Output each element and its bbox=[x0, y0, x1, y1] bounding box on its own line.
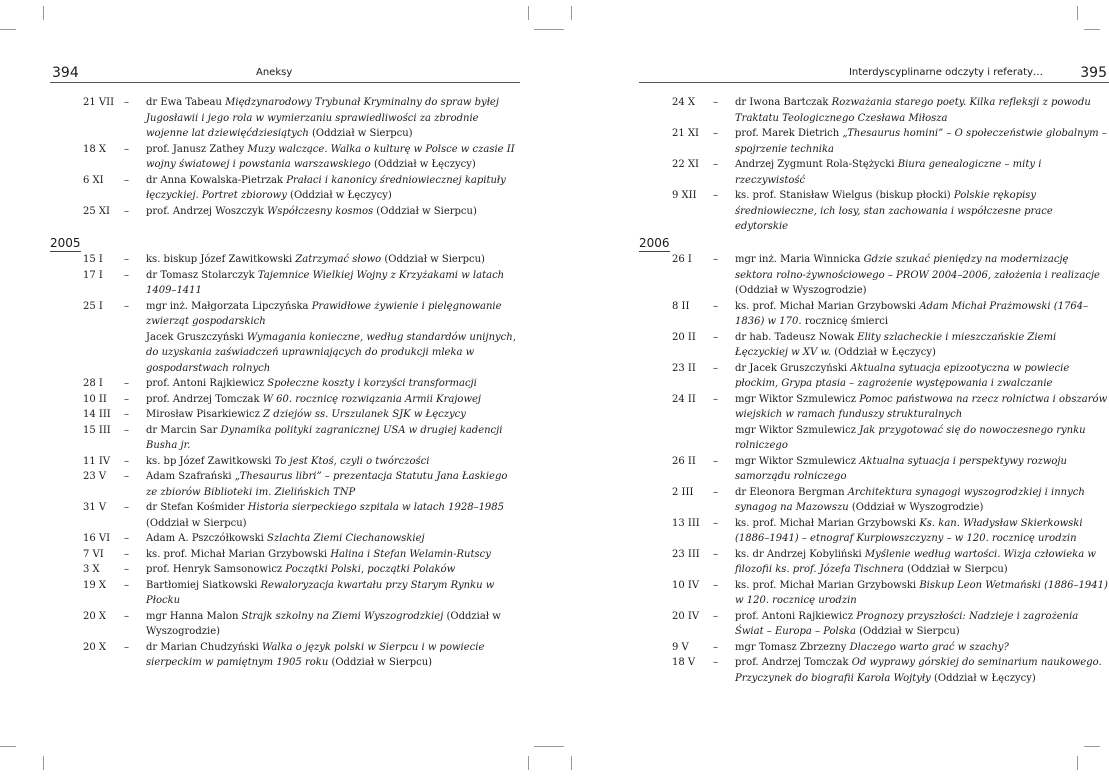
lecture-date: 28 I bbox=[83, 378, 103, 389]
dash-separator: – bbox=[124, 455, 129, 467]
lecture-date: 17 I bbox=[83, 269, 103, 281]
dash-separator: – bbox=[124, 548, 129, 560]
lecture-date: 9 XII bbox=[672, 190, 697, 201]
lecture-entry bbox=[50, 454, 520, 470]
lecture-author: mgr Tomasz Zbrzezny bbox=[735, 641, 847, 653]
lecture-date: 25 I bbox=[83, 300, 103, 312]
year-heading bbox=[639, 235, 1109, 251]
lecture-author: dr Marcin Sar bbox=[146, 424, 218, 436]
running-head: Aneksy bbox=[256, 67, 293, 78]
dash-separator: – bbox=[124, 409, 129, 420]
lecture-entry bbox=[50, 423, 520, 454]
dash-separator: – bbox=[713, 331, 718, 343]
lecture-date: 11 IV bbox=[83, 455, 111, 467]
dash-separator: – bbox=[713, 128, 718, 139]
lecture-title: Międzynarodowy Trybunał Kryminalny do spraw byłej Jugosławii i jego rola w wymierzaniu sprawiedliwości za zbrodnie wojenne lat dziewięćdziesiątych bbox=[146, 97, 499, 139]
dash-separator: – bbox=[713, 657, 718, 668]
page-header bbox=[639, 64, 1109, 83]
dash-separator: – bbox=[124, 254, 129, 265]
lecture-title: Prawidłowe żywienie i pielęgnowanie zwierząt gospodarskich bbox=[146, 300, 502, 327]
lecture-author: Bartłomiej Siatkowski bbox=[146, 579, 258, 591]
lecture-title: Rozważania starego poety. Kilka refleksji z powodu Traktatu Teologicznego Czesława Miłosza bbox=[735, 97, 1091, 124]
lecture-author: dr hab. Tadeusz Nowak bbox=[735, 331, 855, 343]
lecture-title: Współczesny kosmos bbox=[267, 205, 374, 217]
lecture-author: mgr Wiktor Szmulewicz bbox=[735, 393, 856, 405]
lecture-author: mgr Wiktor Szmulewicz bbox=[735, 455, 856, 467]
lecture-author: ks. prof. Michał Marian Grzybowski bbox=[735, 517, 917, 529]
lecture-author: mgr Wiktor Szmulewicz bbox=[735, 424, 856, 436]
lecture-author: ks. prof. Michał Marian Grzybowski bbox=[735, 579, 917, 591]
crop-mark bbox=[571, 756, 572, 770]
lecture-title: Początki Polski, początki Polaków bbox=[285, 564, 456, 575]
lecture-date: 23 II bbox=[672, 362, 696, 374]
lecture-entry bbox=[50, 500, 520, 531]
dash-separator: – bbox=[713, 393, 718, 405]
lecture-date: 26 I bbox=[672, 254, 692, 265]
dash-separator: – bbox=[713, 300, 718, 312]
lecture-title: Biskup Leon Wetmański (1886–1941) w 120. rocznicę urodzin bbox=[735, 579, 1108, 606]
lecture-date: 20 X bbox=[83, 641, 107, 653]
lecture-note: rocznicę śmierci bbox=[804, 316, 889, 327]
dash-separator: – bbox=[124, 641, 129, 653]
lecture-note: (Oddział w Sierpcu) bbox=[146, 517, 247, 529]
lecture-entry bbox=[639, 126, 1109, 157]
lecture-entry bbox=[50, 252, 520, 268]
lecture-note: (Oddział w Sierpcu) bbox=[376, 205, 477, 217]
dash-separator: – bbox=[713, 641, 718, 653]
crop-mark bbox=[534, 746, 564, 747]
lecture-author: dr Eleonora Bergman bbox=[735, 486, 845, 498]
lecture-title: Gdzie szukać pieniędzy na modernizację sektora rolno-żywnościowego – PROW 2004–2006, założenia i realizacje bbox=[735, 254, 1100, 281]
lecture-title: Muzy walczące. Walka o kulturę w Polsce w czasie II wojny światowej i powstania warszawskiego bbox=[146, 143, 515, 170]
lecture-date: 19 X bbox=[83, 579, 107, 591]
lecture-entry bbox=[639, 330, 1109, 361]
lecture-author: Andrzej Zygmunt Rola-Stężycki bbox=[735, 159, 895, 170]
dash-separator: – bbox=[713, 486, 718, 498]
lecture-date: 20 X bbox=[83, 610, 107, 622]
lecture-title: Dlaczego warto grać w szachy? bbox=[849, 641, 1009, 653]
lecture-title: Społeczne koszty i korzyści transformacji bbox=[267, 378, 477, 389]
lecture-entry bbox=[639, 188, 1109, 235]
lecture-entry bbox=[639, 454, 1109, 485]
lecture-title: Zatrzymać słowo bbox=[295, 254, 382, 265]
lecture-date: 13 III bbox=[672, 517, 700, 529]
lecture-author: dr Tomasz Stolarczyk bbox=[146, 269, 255, 281]
lecture-author: Adam Szafrański bbox=[146, 471, 232, 482]
lecture-entry bbox=[50, 299, 520, 377]
dash-separator: – bbox=[713, 579, 718, 591]
lecture-date: 6 XI bbox=[83, 174, 104, 186]
lecture-title: „Thesaurus homini” – O społeczeństwie globalnym – spojrzenie technika bbox=[735, 128, 1107, 155]
lecture-author: ks. biskup Józef Zawitkowski bbox=[146, 254, 293, 265]
dash-separator: – bbox=[713, 97, 718, 108]
lecture-entry bbox=[639, 516, 1109, 547]
lecture-extra bbox=[735, 423, 1109, 454]
crop-mark bbox=[1084, 29, 1100, 30]
lecture-title: Jak przygotować się do nowoczesnego rynku rolniczego bbox=[735, 424, 1086, 451]
lecture-entry bbox=[639, 95, 1109, 126]
dash-separator: – bbox=[124, 564, 129, 575]
lecture-entry bbox=[639, 640, 1109, 656]
lecture-date: 20 IV bbox=[672, 610, 700, 622]
dash-separator: – bbox=[713, 190, 718, 201]
lecture-title: Wymagania konieczne, według standardów unijnych, do uzyskania zaświadczeń uprawniających do produkcji mleka w gospodarstwach rolnych bbox=[146, 331, 516, 374]
lecture-note: (Oddział w Sierpcu) bbox=[311, 128, 413, 139]
lecture-entry bbox=[639, 252, 1109, 299]
lecture-entry bbox=[50, 562, 520, 578]
dash-separator: – bbox=[713, 610, 718, 622]
lecture-entry bbox=[50, 392, 520, 408]
page-header bbox=[50, 64, 520, 83]
lecture-entry bbox=[50, 204, 520, 220]
dash-separator: – bbox=[124, 269, 129, 281]
dash-separator: – bbox=[713, 517, 718, 529]
dash-separator: – bbox=[713, 548, 718, 560]
lecture-author: prof. Antoni Rajkiewicz bbox=[735, 610, 854, 622]
lecture-note: (Oddział w Łęczycy) bbox=[834, 347, 936, 358]
lecture-date: 23 V bbox=[83, 471, 107, 482]
lecture-author: ks. dr Andrzej Kobyliński bbox=[735, 548, 862, 560]
dash-separator: – bbox=[124, 143, 129, 155]
lecture-date: 14 III bbox=[83, 409, 111, 420]
dash-separator: – bbox=[124, 502, 129, 513]
lecture-title: Ks. kan. Władysław Skierkowski (1886–1941) – etnograf Kurpiowszczyzny – w 120. rocznicę urodzin bbox=[735, 517, 1083, 544]
dash-separator: – bbox=[713, 159, 718, 170]
dash-separator: – bbox=[124, 300, 129, 312]
lecture-entry bbox=[639, 299, 1109, 330]
lecture-author: mgr Hanna Malon bbox=[146, 610, 239, 622]
lecture-author: prof. Andrzej Tomczak bbox=[735, 657, 849, 668]
lecture-title: Polskie rękopisy średniowieczne, ich losy, stan zachowania i współczesne prace edytorskie bbox=[735, 190, 1053, 232]
dash-separator: – bbox=[124, 97, 129, 108]
lecture-author: prof. Andrzej Woszczyk bbox=[146, 205, 264, 217]
lecture-title: Halina i Stefan Welamin-Rutscy bbox=[330, 548, 491, 560]
lecture-author: Mirosław Pisarkiewicz bbox=[146, 409, 260, 420]
lecture-note: (Oddział w Sierpcu) bbox=[384, 254, 485, 265]
page-number: 395 bbox=[1080, 65, 1107, 81]
year-section-2005 bbox=[50, 235, 520, 671]
lecture-title: W 60. rocznicę rozwiązania Armii Krajowej bbox=[262, 393, 482, 405]
lecture-author: dr Marian Chudzyński bbox=[146, 641, 259, 653]
lecture-date: 22 XI bbox=[672, 159, 699, 170]
lecture-note: (Oddział w Łęczycy) bbox=[934, 672, 1036, 684]
lecture-date: 18 V bbox=[672, 657, 696, 668]
lecture-entry bbox=[50, 609, 520, 640]
lecture-author: dr Anna Kowalska-Pietrzak bbox=[146, 174, 284, 186]
lecture-note: (Oddział w Wyszogrodzie) bbox=[735, 285, 867, 296]
lecture-author: ks. prof. Michał Marian Grzybowski bbox=[735, 300, 917, 312]
lecture-title: Szlachta Ziemi Ciechanowskiej bbox=[267, 533, 425, 544]
lecture-list bbox=[50, 95, 520, 219]
lecture-list bbox=[639, 95, 1109, 235]
lecture-entry bbox=[50, 407, 520, 423]
lecture-title: Z dziejów ss. Urszulanek SJK w Łęczycy bbox=[263, 409, 466, 420]
lecture-entry bbox=[639, 485, 1109, 516]
lecture-note: (Oddział w Sierpcu) bbox=[859, 626, 960, 637]
lecture-author: dr Jacek Gruszczyński bbox=[735, 362, 848, 374]
lecture-author: ks. prof. Michał Marian Grzybowski bbox=[146, 548, 328, 560]
page-number: 394 bbox=[52, 65, 79, 81]
lecture-title: Architektura synagogi wyszogrodzkiej i innych synagog na Mazowszu bbox=[735, 486, 1085, 513]
lecture-entry bbox=[50, 95, 520, 142]
crop-mark bbox=[534, 29, 564, 30]
lecture-date: 2 III bbox=[672, 486, 694, 498]
year-label: 2006 bbox=[639, 236, 670, 250]
lecture-author: prof. Andrzej Tomczak bbox=[146, 393, 260, 405]
lecture-author: Jacek Gruszczyński bbox=[146, 331, 244, 343]
lecture-title: „Thesaurus libri” – prezentacja Statutu Jana Łaskiego ze zbiorów Biblioteki im. Zielińskich TNP bbox=[146, 471, 508, 498]
lecture-note: (Oddział w Łęczycy) bbox=[374, 159, 476, 170]
lecture-date: 16 VI bbox=[83, 533, 111, 544]
lecture-title: Adam Michał Prażmowski (1764–1836) w 170. bbox=[735, 300, 1089, 327]
lecture-title: Tajemnice Wielkiej Wojny z Krzyżakami w latach 1409–1411 bbox=[146, 269, 505, 296]
dash-separator: – bbox=[124, 174, 129, 186]
crop-mark bbox=[1077, 756, 1078, 770]
lecture-entry bbox=[50, 268, 520, 299]
lecture-date: 21 XI bbox=[672, 128, 699, 139]
lecture-date: 26 II bbox=[672, 455, 696, 467]
lecture-author: ks. prof. Stanisław Wielgus (biskup płocki) bbox=[735, 190, 951, 201]
lecture-author: mgr inż. Małgorzata Lipczyńska bbox=[146, 300, 309, 312]
lecture-author: dr Ewa Tabeau bbox=[146, 97, 222, 108]
lecture-title: Pomoc państwowa na rzecz rolnictwa i obszarów wiejskich w ramach funduszy strukturalnych bbox=[735, 393, 1108, 420]
dash-separator: – bbox=[124, 533, 129, 544]
lecture-note: (Oddział w Wyszogrodzie) bbox=[146, 610, 501, 637]
lecture-author: dr Stefan Kośmider bbox=[146, 502, 245, 513]
lecture-note: (Oddział w Sierpcu) bbox=[907, 564, 1008, 575]
lecture-entry bbox=[639, 609, 1109, 640]
lecture-entry bbox=[50, 469, 520, 500]
lecture-entry bbox=[50, 531, 520, 547]
lecture-author: Adam A. Pszczółkowski bbox=[146, 533, 264, 544]
lecture-date: 23 III bbox=[672, 548, 700, 560]
lecture-entry bbox=[639, 578, 1109, 609]
lecture-date: 8 II bbox=[672, 300, 690, 312]
left-page bbox=[50, 64, 520, 668]
dash-separator: – bbox=[124, 610, 129, 622]
lecture-entry bbox=[50, 376, 520, 392]
dash-separator: – bbox=[124, 471, 129, 482]
lecture-date: 9 V bbox=[672, 641, 689, 653]
right-page bbox=[639, 64, 1109, 684]
crop-mark bbox=[0, 29, 16, 30]
lecture-title: Aktualna sytuacja i perspektywy rozwoju samorządu rolniczego bbox=[735, 455, 1067, 482]
lecture-date: 15 I bbox=[83, 254, 103, 265]
lecture-entry bbox=[639, 392, 1109, 454]
lecture-title: To jest Ktoś, czyli o twórczości bbox=[274, 455, 430, 467]
lecture-date: 18 X bbox=[83, 143, 107, 155]
lecture-date: 20 II bbox=[672, 331, 696, 343]
lecture-date: 7 VI bbox=[83, 548, 104, 560]
dash-separator: – bbox=[713, 455, 718, 467]
year-section-2006 bbox=[639, 235, 1109, 686]
dash-separator: – bbox=[713, 362, 718, 374]
lecture-title: Prałaci i kanonicy średniowiecznej kapituły łęczyckiej. Portret zbiorowy bbox=[146, 174, 506, 201]
lecture-extra bbox=[146, 330, 520, 377]
crop-mark bbox=[528, 756, 529, 770]
lecture-author: dr Iwona Bartczak bbox=[735, 97, 829, 108]
lecture-date: 31 V bbox=[83, 502, 107, 513]
lecture-title: Historia sierpeckiego szpitala w latach 1928–1985 bbox=[247, 502, 505, 513]
lecture-author: prof. Antoni Rajkiewicz bbox=[146, 378, 265, 389]
lecture-date: 15 III bbox=[83, 424, 111, 436]
lecture-title: Elity szlacheckie i mieszczańskie Ziemi Łęczyckiej w XV w. bbox=[735, 331, 1057, 358]
crop-mark bbox=[43, 6, 44, 20]
lecture-entry bbox=[50, 142, 520, 173]
lecture-author: ks. bp Józef Zawitkowski bbox=[146, 455, 272, 467]
lecture-author: prof. Henryk Samsonowicz bbox=[146, 564, 283, 575]
lecture-entry bbox=[50, 640, 520, 671]
lecture-note: (Oddział w Łęczycy) bbox=[290, 190, 392, 201]
lecture-entry bbox=[639, 157, 1109, 188]
lecture-entry bbox=[639, 361, 1109, 392]
lecture-title: Dynamika polityki zagranicznej USA w drugiej kadencji Busha jr. bbox=[146, 424, 503, 451]
lecture-title: Myślenie według wartości. Wizja człowieka w filozofii ks. prof. Józefa Tischnera bbox=[735, 548, 1096, 575]
dash-separator: – bbox=[124, 424, 129, 436]
lecture-title: Prognozy przyszłości: Nadzieje i zagrożenia Świat – Europa – Polska bbox=[735, 610, 1079, 637]
dash-separator: – bbox=[124, 393, 129, 405]
lecture-title: Biura genealogiczne – mity i rzeczywistość bbox=[735, 159, 1042, 186]
crop-mark bbox=[571, 6, 572, 20]
dash-separator: – bbox=[124, 378, 129, 389]
year-heading bbox=[50, 235, 520, 251]
lecture-entry bbox=[50, 578, 520, 609]
running-head: Interdyscyplinarne odczyty i referaty… bbox=[848, 67, 1043, 78]
lecture-author: prof. Janusz Zathey bbox=[146, 143, 245, 155]
lecture-date: 21 VII bbox=[83, 97, 115, 108]
lecture-date: 24 X bbox=[672, 97, 696, 108]
dash-separator: – bbox=[713, 254, 718, 265]
lecture-title: Od wyprawy górskiej do seminarium naukowego. Przyczynek do biografii Karola Wojtyły bbox=[735, 657, 1102, 684]
lecture-title: Walka o język polski w Sierpcu i w powiecie sierpeckim w pamiętnym 1905 roku bbox=[146, 641, 485, 668]
dash-separator: – bbox=[124, 579, 129, 591]
lecture-note: (Oddział w Wyszogrodzie) bbox=[851, 502, 984, 513]
lecture-date: 3 X bbox=[83, 564, 100, 575]
lecture-author: mgr inż. Maria Winnicka bbox=[735, 254, 861, 265]
year-label: 2005 bbox=[50, 236, 81, 250]
lecture-title: Rewaloryzacja kwartału przy Starym Rynku w Płocku bbox=[146, 579, 495, 606]
crop-mark bbox=[1084, 746, 1100, 747]
lecture-title: Aktualna sytuacja epizootyczna w powiecie płockim, Grypa ptasia – zagrożenie występowania i zwalczanie bbox=[735, 362, 1070, 389]
crop-mark bbox=[528, 6, 529, 20]
dash-separator: – bbox=[124, 205, 129, 217]
lecture-title: Strajk szkolny na Ziemi Wyszogrodzkiej bbox=[241, 610, 444, 622]
lecture-author: prof. Marek Dietrich bbox=[735, 128, 840, 139]
crop-mark bbox=[0, 746, 16, 747]
lecture-note: (Oddział w Sierpcu) bbox=[331, 657, 433, 668]
crop-mark bbox=[1077, 6, 1078, 20]
lecture-date: 10 II bbox=[83, 393, 107, 405]
lecture-date: 24 II bbox=[672, 393, 696, 405]
lecture-entry bbox=[639, 547, 1109, 578]
lecture-entry bbox=[50, 173, 520, 204]
lecture-date: 10 IV bbox=[672, 579, 700, 591]
lecture-entry bbox=[50, 547, 520, 563]
lecture-entry bbox=[639, 655, 1109, 686]
lecture-date: 25 XI bbox=[83, 205, 110, 217]
crop-mark bbox=[43, 756, 44, 770]
